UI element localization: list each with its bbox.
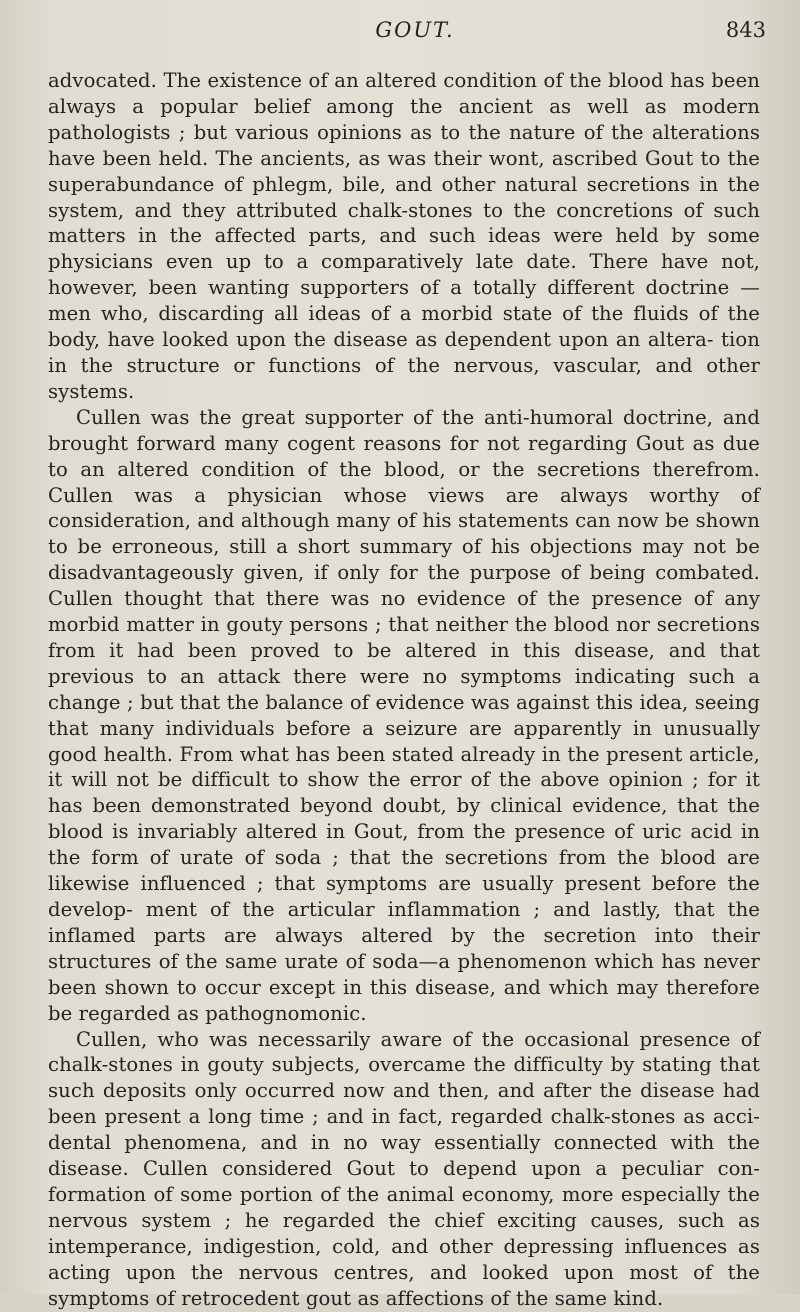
running-title: GOUT. (375, 18, 455, 42)
paragraph-chalk-stones: Cullen, who was necessarily aware of the occasional presence of chalk-stones in gouty subjects, overcame the difficulty by stating that such deposits only occurred now and then, and after the disease had been present a long time ; and in fact, regarded chalk-stones as acci- dental phenomena, and in no way essentially connected with the disease. Cullen considered Gout to depend upon a peculiar con- formation of some portion of the animal economy, more especially the nervous system ; he regarded the chief exciting causes, such as intemperance, indigestion, cold, and other depressing influences as acting upon the nervous centres, and looked upon most of the symptoms of retrocedent gout as affections of the same kind. (48, 1027, 760, 1310)
page-number: 843 (725, 18, 766, 42)
running-head (0, 18, 800, 58)
article-body (48, 68, 760, 1312)
paragraph-cullen-doctrine: Cullen was the great supporter of the anti-humoral doctrine, and brought forward many cogent reasons for not regarding Gout as due to an altered condition of the blood, or the secretions therefrom. Cullen was a physician whose views are always worthy of consideration, and although many of his statements can now be shown to be erroneous, still a short summary of his objections may not be disadvantageously given, if only for the purpose of being combated. Cullen thought that there was no evidence of the presence of any morbid matter in gouty persons ; that neither the blood nor secretions from it had been proved to be altered in this disease, and that previous to an attack there were no symptoms indicating such a change ; but that the balance of evidence was against this idea, seeing that many individuals before a seizure are apparently in unusually good health. From what has been stated already in the present article, it will not be difficult to show the error of the above opinion ; for it has been demonstrated beyond doubt, by clinical evidence, that the blood is invariably altered in Gout, from the presence of uric acid in the form of urate of soda ; that the secretions from the blood are likewise influenced ; that symptoms are usually present before the develop- ment of the articular inflammation ; and lastly, that the inflamed parts are always altered by the secretion into their structures of the same urate of soda—a phenomenon which has never been shown to occur except in this disease, and which may therefore be regarded as pathognomonic. (48, 405, 760, 1025)
paragraph-continuation: advocated. The existence of an altered condition of the blood has been always a popular belief among the ancient as well as modern pathologists ; but various opinions as to the nature of the alterations have been held. The ancients, as was their wont, ascribed Gout to the superabundance of phlegm, bile, and other natural secretions in the system, and they attributed chalk-stones to the concretions of such matters in the affected parts, and such ideas were held by some physicians even up to a comparatively late date. There have not, however, been wanting supporters of a totally different doctrine —men who, discarding all ideas of a morbid state of the fluids of the body, have looked upon the disease as dependent upon an altera- tion in the structure or functions of the nervous, vascular, and other systems. (48, 69, 760, 403)
